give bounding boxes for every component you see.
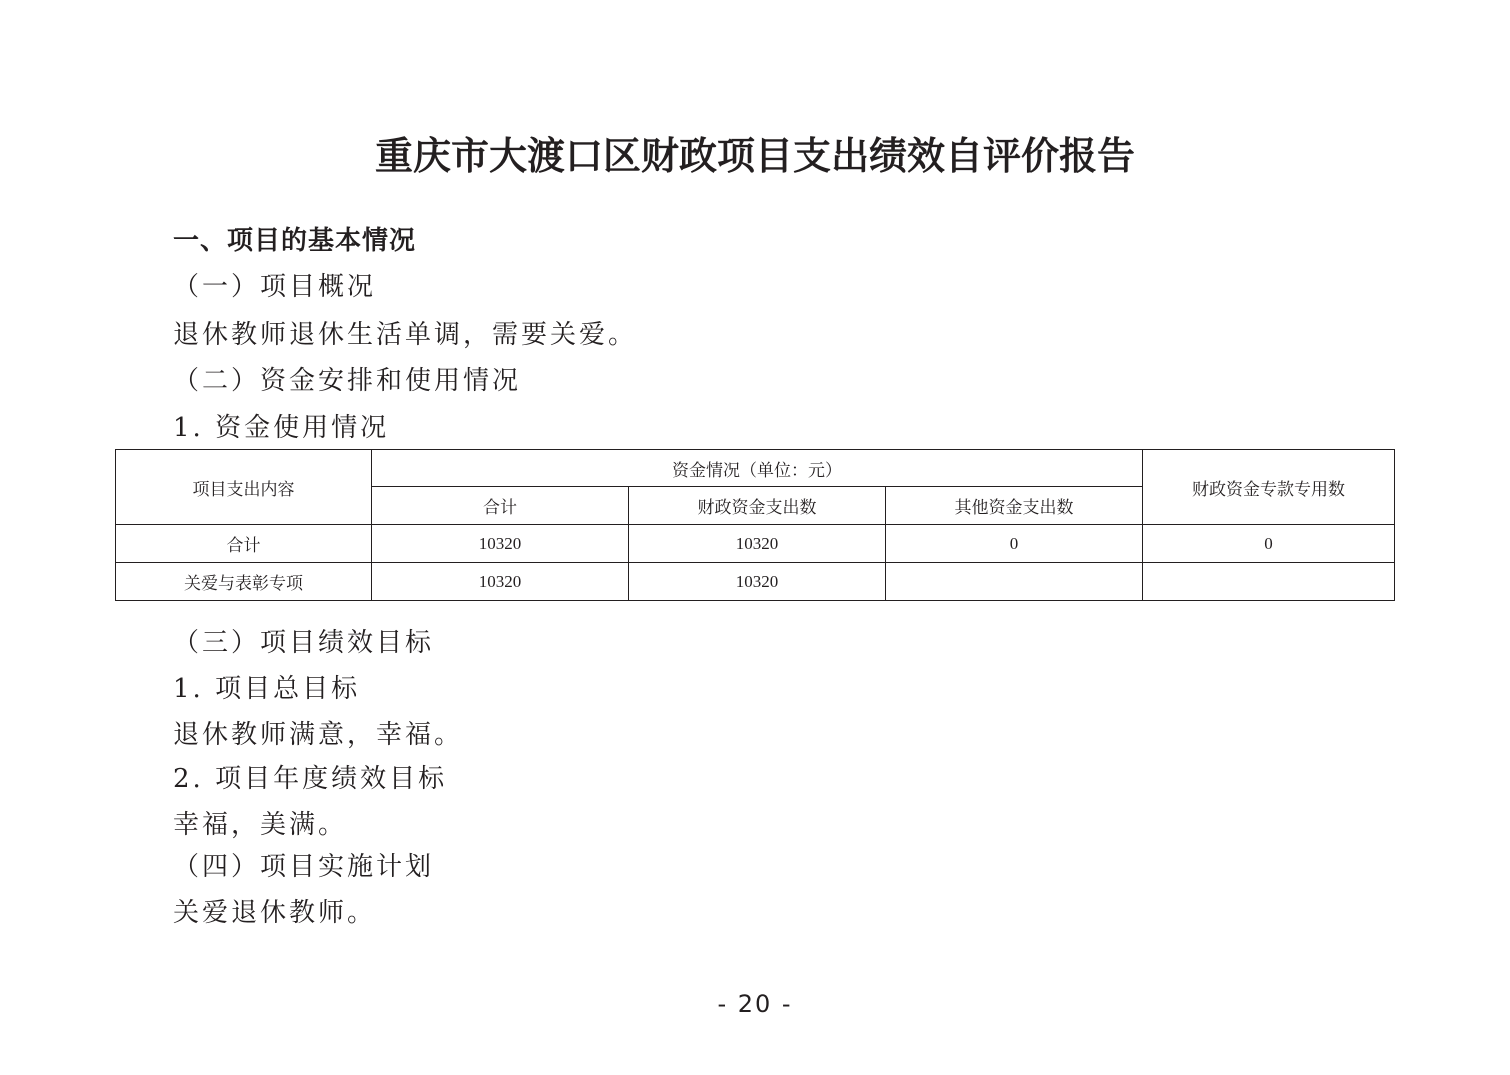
cell-item: 合计	[116, 525, 372, 563]
cell-fiscal: 10320	[629, 525, 886, 563]
section-heading-basic-info: 一、项目的基本情况	[173, 226, 417, 256]
header-item-content: 项目支出内容	[116, 450, 372, 525]
cell-special	[1143, 563, 1395, 601]
header-special-funds: 财政资金专款专用数	[1143, 450, 1395, 525]
header-total: 合计	[372, 487, 629, 525]
funds-usage-label: 1. 资金使用情况	[173, 413, 390, 443]
header-other: 其他资金支出数	[886, 487, 1143, 525]
cell-item: 关爱与表彰专项	[116, 563, 372, 601]
cell-other	[886, 563, 1143, 601]
overall-goal-label: 1. 项目总目标	[173, 674, 361, 704]
plan-text: 关爱退休教师。	[173, 898, 377, 928]
overall-goal-text: 退休教师满意，幸福。	[173, 720, 464, 750]
header-funds-group: 资金情况（单位：元）	[372, 450, 1143, 487]
annual-goal-label: 2. 项目年度绩效目标	[173, 764, 448, 794]
funds-table	[115, 449, 1395, 601]
cell-special: 0	[1143, 525, 1395, 563]
cell-total: 10320	[372, 563, 629, 601]
page-number: - 20 -	[717, 990, 793, 1018]
cell-total: 10320	[372, 525, 629, 563]
subsection-heading-funds: （二）资金安排和使用情况	[173, 366, 522, 396]
annual-goal-text: 幸福，美满。	[173, 810, 348, 840]
cell-fiscal: 10320	[629, 563, 886, 601]
table-row	[116, 525, 1395, 563]
header-fiscal: 财政资金支出数	[629, 487, 886, 525]
report-title: 重庆市大渡口区财政项目支出绩效自评价报告	[374, 133, 1135, 178]
subsection-heading-plan: （四）项目实施计划	[173, 852, 435, 882]
subsection-heading-goals: （三）项目绩效目标	[173, 628, 435, 658]
subsection-heading-overview: （一）项目概况	[173, 272, 377, 302]
overview-text: 退休教师退休生活单调，需要关爱。	[173, 320, 638, 350]
cell-other: 0	[886, 525, 1143, 563]
table-row	[116, 563, 1395, 601]
